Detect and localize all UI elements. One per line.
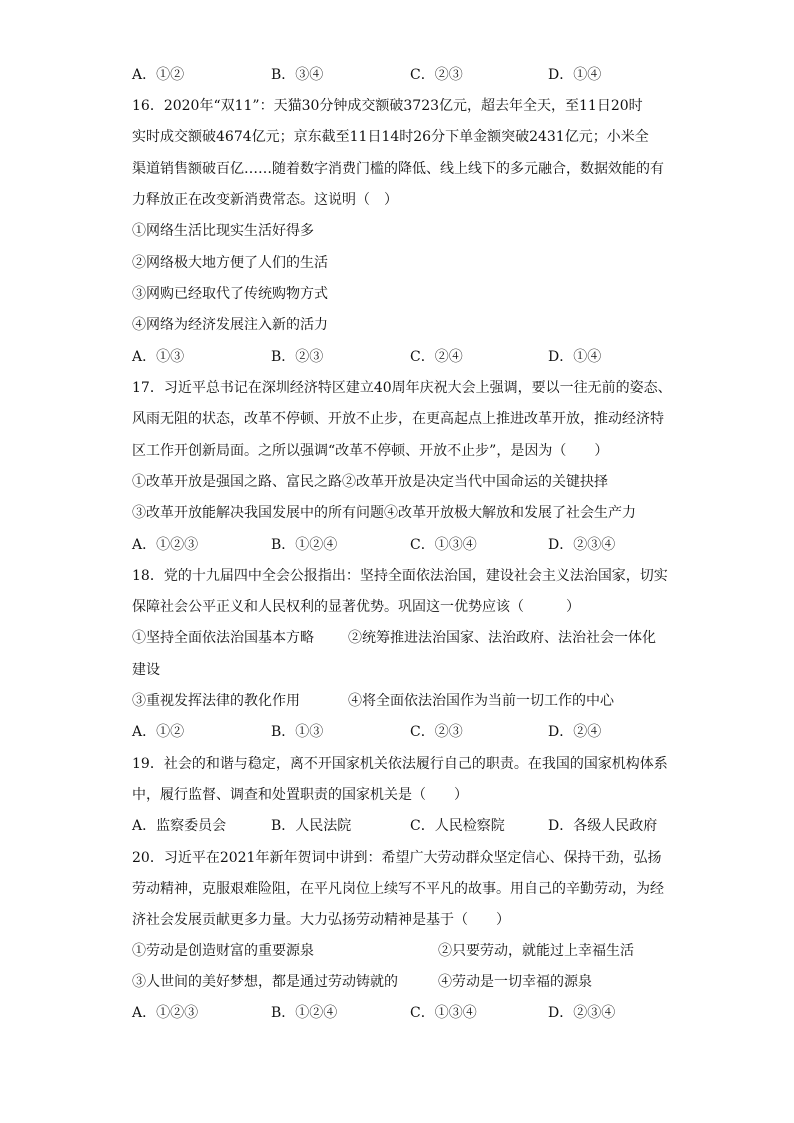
q18-option-c[interactable]: C．②③: [410, 724, 463, 740]
q16-statement-2: ②网络极大地方便了人们的生活: [132, 255, 328, 271]
q19-stem-line-2: 中，履行监督、调查和处置职责的国家机关是（ ）: [132, 787, 468, 803]
q17-stem-line-3: 区工作开创新局面。之所以强调“改革不停顿、开放不止步”，是因为（ ）: [132, 443, 609, 459]
q17-options: [132, 536, 692, 554]
q17-option-a[interactable]: A．①②③: [132, 537, 199, 553]
q19-stem-line-1: 19．社会的和谐与稳定，离不开国家机关依法履行自己的职责。在我国的国家机构体系: [132, 756, 668, 772]
q16-options: [132, 348, 692, 366]
q19-option-b[interactable]: B．人民法院: [271, 818, 352, 834]
q17-stem-line-1: 17．习近平总书记在深圳经济特区建立40周年庆祝大会上强调，要以一往无前的姿态、: [132, 380, 672, 396]
q18-stem-line-1: 18．党的十九届四中全会公报指出：坚持全面依法治国，建设社会主义法治国家，切实: [132, 568, 668, 584]
q15-option-a[interactable]: A．①②: [132, 67, 185, 83]
q20-stem-line-3: 济社会发展贡献更多力量。大力弘扬劳动精神是基于（ ）: [132, 912, 510, 928]
q20-option-a[interactable]: A．①②③: [132, 1005, 199, 1021]
q17-statement-1: ①改革开放是强国之路、富民之路②改革开放是决定当代中国命运的关键抉择: [132, 474, 608, 490]
q17-stem-line-2: 风雨无阻的状态，改革不停顿、开放不止步，在更高起点上推进改革开放，推动经济特: [132, 411, 664, 427]
q20-stem-line-1: 20．习近平在2021年新年贺词中讲到：希望广大劳动群众坚定信心、保持干劲，弘扬: [132, 850, 662, 866]
q16-stem-line-4: 力释放正在改变新消费常态。这说明（ ）: [132, 192, 398, 208]
q17-option-b[interactable]: B．①②④: [271, 537, 338, 553]
q20-option-b[interactable]: B．①②④: [271, 1005, 338, 1021]
q19-options: [132, 817, 692, 835]
q18-stem-line-2: 保障社会公平正义和人民权利的显著优势。巩固这一优势应该（ ）: [132, 599, 580, 615]
q20-statement-3: ③人世间的美好梦想，都是通过劳动铸就的: [132, 974, 398, 990]
q16-stem-line-3: 渠道销售额破百亿……随着数字消费门槛的降低、线上线下的多元融合，数据效能的有: [132, 161, 664, 177]
q16-option-c[interactable]: C．②④: [410, 349, 463, 365]
q18-statement-4: ④将全面依法治国作为当前一切工作的中心: [348, 693, 614, 709]
q16-statement-1: ①网络生活比现实生活好得多: [132, 223, 314, 239]
q17-option-d[interactable]: D．②③④: [548, 537, 616, 553]
q20-statements-row-1: [132, 942, 692, 960]
q17-statement-2: ③改革开放能解决我国发展中的所有问题④改革开放极大解放和发展了社会生产力: [132, 505, 636, 521]
q18-option-d[interactable]: D．②④: [548, 724, 602, 740]
q20-option-c[interactable]: C．①③④: [410, 1005, 477, 1021]
q17-option-c[interactable]: C．①③④: [410, 537, 477, 553]
q19-option-a[interactable]: A．监察委员会: [132, 818, 227, 834]
q20-stem-line-2: 劳动精神，克服艰难险阻，在平凡岗位上续写不平凡的故事。用自己的辛勤劳动，为经: [132, 881, 664, 897]
q15-option-c[interactable]: C．②③: [410, 67, 463, 83]
q16-option-a[interactable]: A．①③: [132, 349, 185, 365]
q15-options: [132, 66, 692, 84]
q18-option-b[interactable]: B．①③: [271, 724, 324, 740]
q16-stem-line-1: 16．2020年“双11”：天猫30分钟成交额破3723亿元，超去年全天，至11日20时: [132, 98, 643, 114]
q16-option-b[interactable]: B．②③: [271, 349, 324, 365]
q18-options: [132, 723, 692, 741]
q15-option-d[interactable]: D．①④: [548, 67, 602, 83]
q18-statements-row-1: [132, 629, 692, 647]
q20-options: [132, 1004, 692, 1022]
q18-statement-2-continued: 建设: [132, 662, 160, 678]
q18-statements-row-2: [132, 692, 692, 710]
q16-option-d[interactable]: D．①④: [548, 349, 602, 365]
q16-statement-3: ③网购已经取代了传统购物方式: [132, 286, 328, 302]
q18-statement-1: ①坚持全面依法治国基本方略: [132, 630, 314, 646]
q15-option-b[interactable]: B．③④: [271, 67, 324, 83]
q19-option-d[interactable]: D．各级人民政府: [548, 818, 658, 834]
q20-option-d[interactable]: D．②③④: [548, 1005, 616, 1021]
q20-statement-2: ②只要劳动，就能过上幸福生活: [438, 943, 634, 959]
q16-stem-line-2: 实时成交额破4674亿元；京东截至11日14时26分下单金额突破2431亿元；小米全: [132, 129, 649, 145]
q18-statement-3: ③重视发挥法律的教化作用: [132, 693, 300, 709]
q19-option-c[interactable]: C．人民检察院: [410, 818, 505, 834]
q20-statements-row-2: [132, 973, 692, 991]
q20-statement-1: ①劳动是创造财富的重要源泉: [132, 943, 314, 959]
q18-statement-2: ②统筹推进法治国家、法治政府、法治社会一体化: [348, 630, 656, 646]
q16-statement-4: ④网络为经济发展注入新的活力: [132, 317, 328, 333]
q20-statement-4: ④劳动是一切幸福的源泉: [438, 974, 592, 990]
q18-option-a[interactable]: A．①②: [132, 724, 185, 740]
